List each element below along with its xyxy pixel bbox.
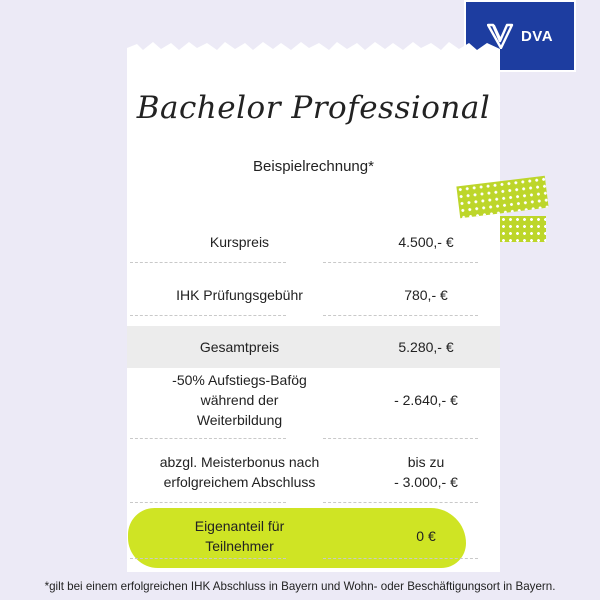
price-row-kurspreis <box>127 232 500 252</box>
divider <box>130 315 286 316</box>
row-label: Kurspreis <box>209 234 270 250</box>
price-row-bafoeg <box>127 370 500 430</box>
row-label-line: Teilnehmer <box>205 538 274 554</box>
logo-text: DVA <box>520 27 554 45</box>
row-label-line: Eigenanteil für <box>194 518 285 534</box>
row-value-line: - 3.000,- € <box>394 474 458 490</box>
divider <box>130 558 286 559</box>
row-value: 780,- € <box>404 287 448 303</box>
row-label: IHK Prüfungsgebühr <box>176 287 303 303</box>
divider <box>130 262 286 263</box>
row-label-line: abzgl. Meisterbonus nach <box>159 454 320 470</box>
row-value-line: bis zu <box>407 454 445 470</box>
row-value: 0 € <box>416 528 436 544</box>
row-value: - 2.640,- € <box>394 392 458 408</box>
price-row-eigenanteil <box>127 516 500 556</box>
page-title: Bachelor Professional <box>136 90 491 126</box>
page-subtitle: Beispielrechnung* <box>253 158 374 175</box>
row-label-line: -50% Aufstiegs-Bafög <box>172 372 307 388</box>
row-label-line: erfolgreichem Abschluss <box>163 474 316 490</box>
price-row-meisterbonus <box>127 452 500 492</box>
row-label-line: Weiterbildung <box>196 412 283 428</box>
row-label: Gesamtpreis <box>199 339 280 355</box>
row-value: 4.500,- € <box>398 234 454 250</box>
divider <box>130 438 286 439</box>
divider <box>323 558 478 559</box>
divider <box>323 262 478 263</box>
row-value: 5.280,- € <box>398 339 454 355</box>
price-row-pruefungsgebuehr <box>127 285 500 305</box>
footnote: *gilt bei einem erfolgreichen IHK Abschluss in Bayern und Wohn- oder Beschäftigungsort in Bayern. <box>44 580 556 593</box>
divider <box>130 502 286 503</box>
divider <box>323 502 478 503</box>
tape-decoration-small <box>500 216 546 242</box>
row-label-line: während der <box>200 392 279 408</box>
price-row-gesamtpreis <box>127 326 500 368</box>
divider <box>323 438 478 439</box>
divider <box>323 315 478 316</box>
